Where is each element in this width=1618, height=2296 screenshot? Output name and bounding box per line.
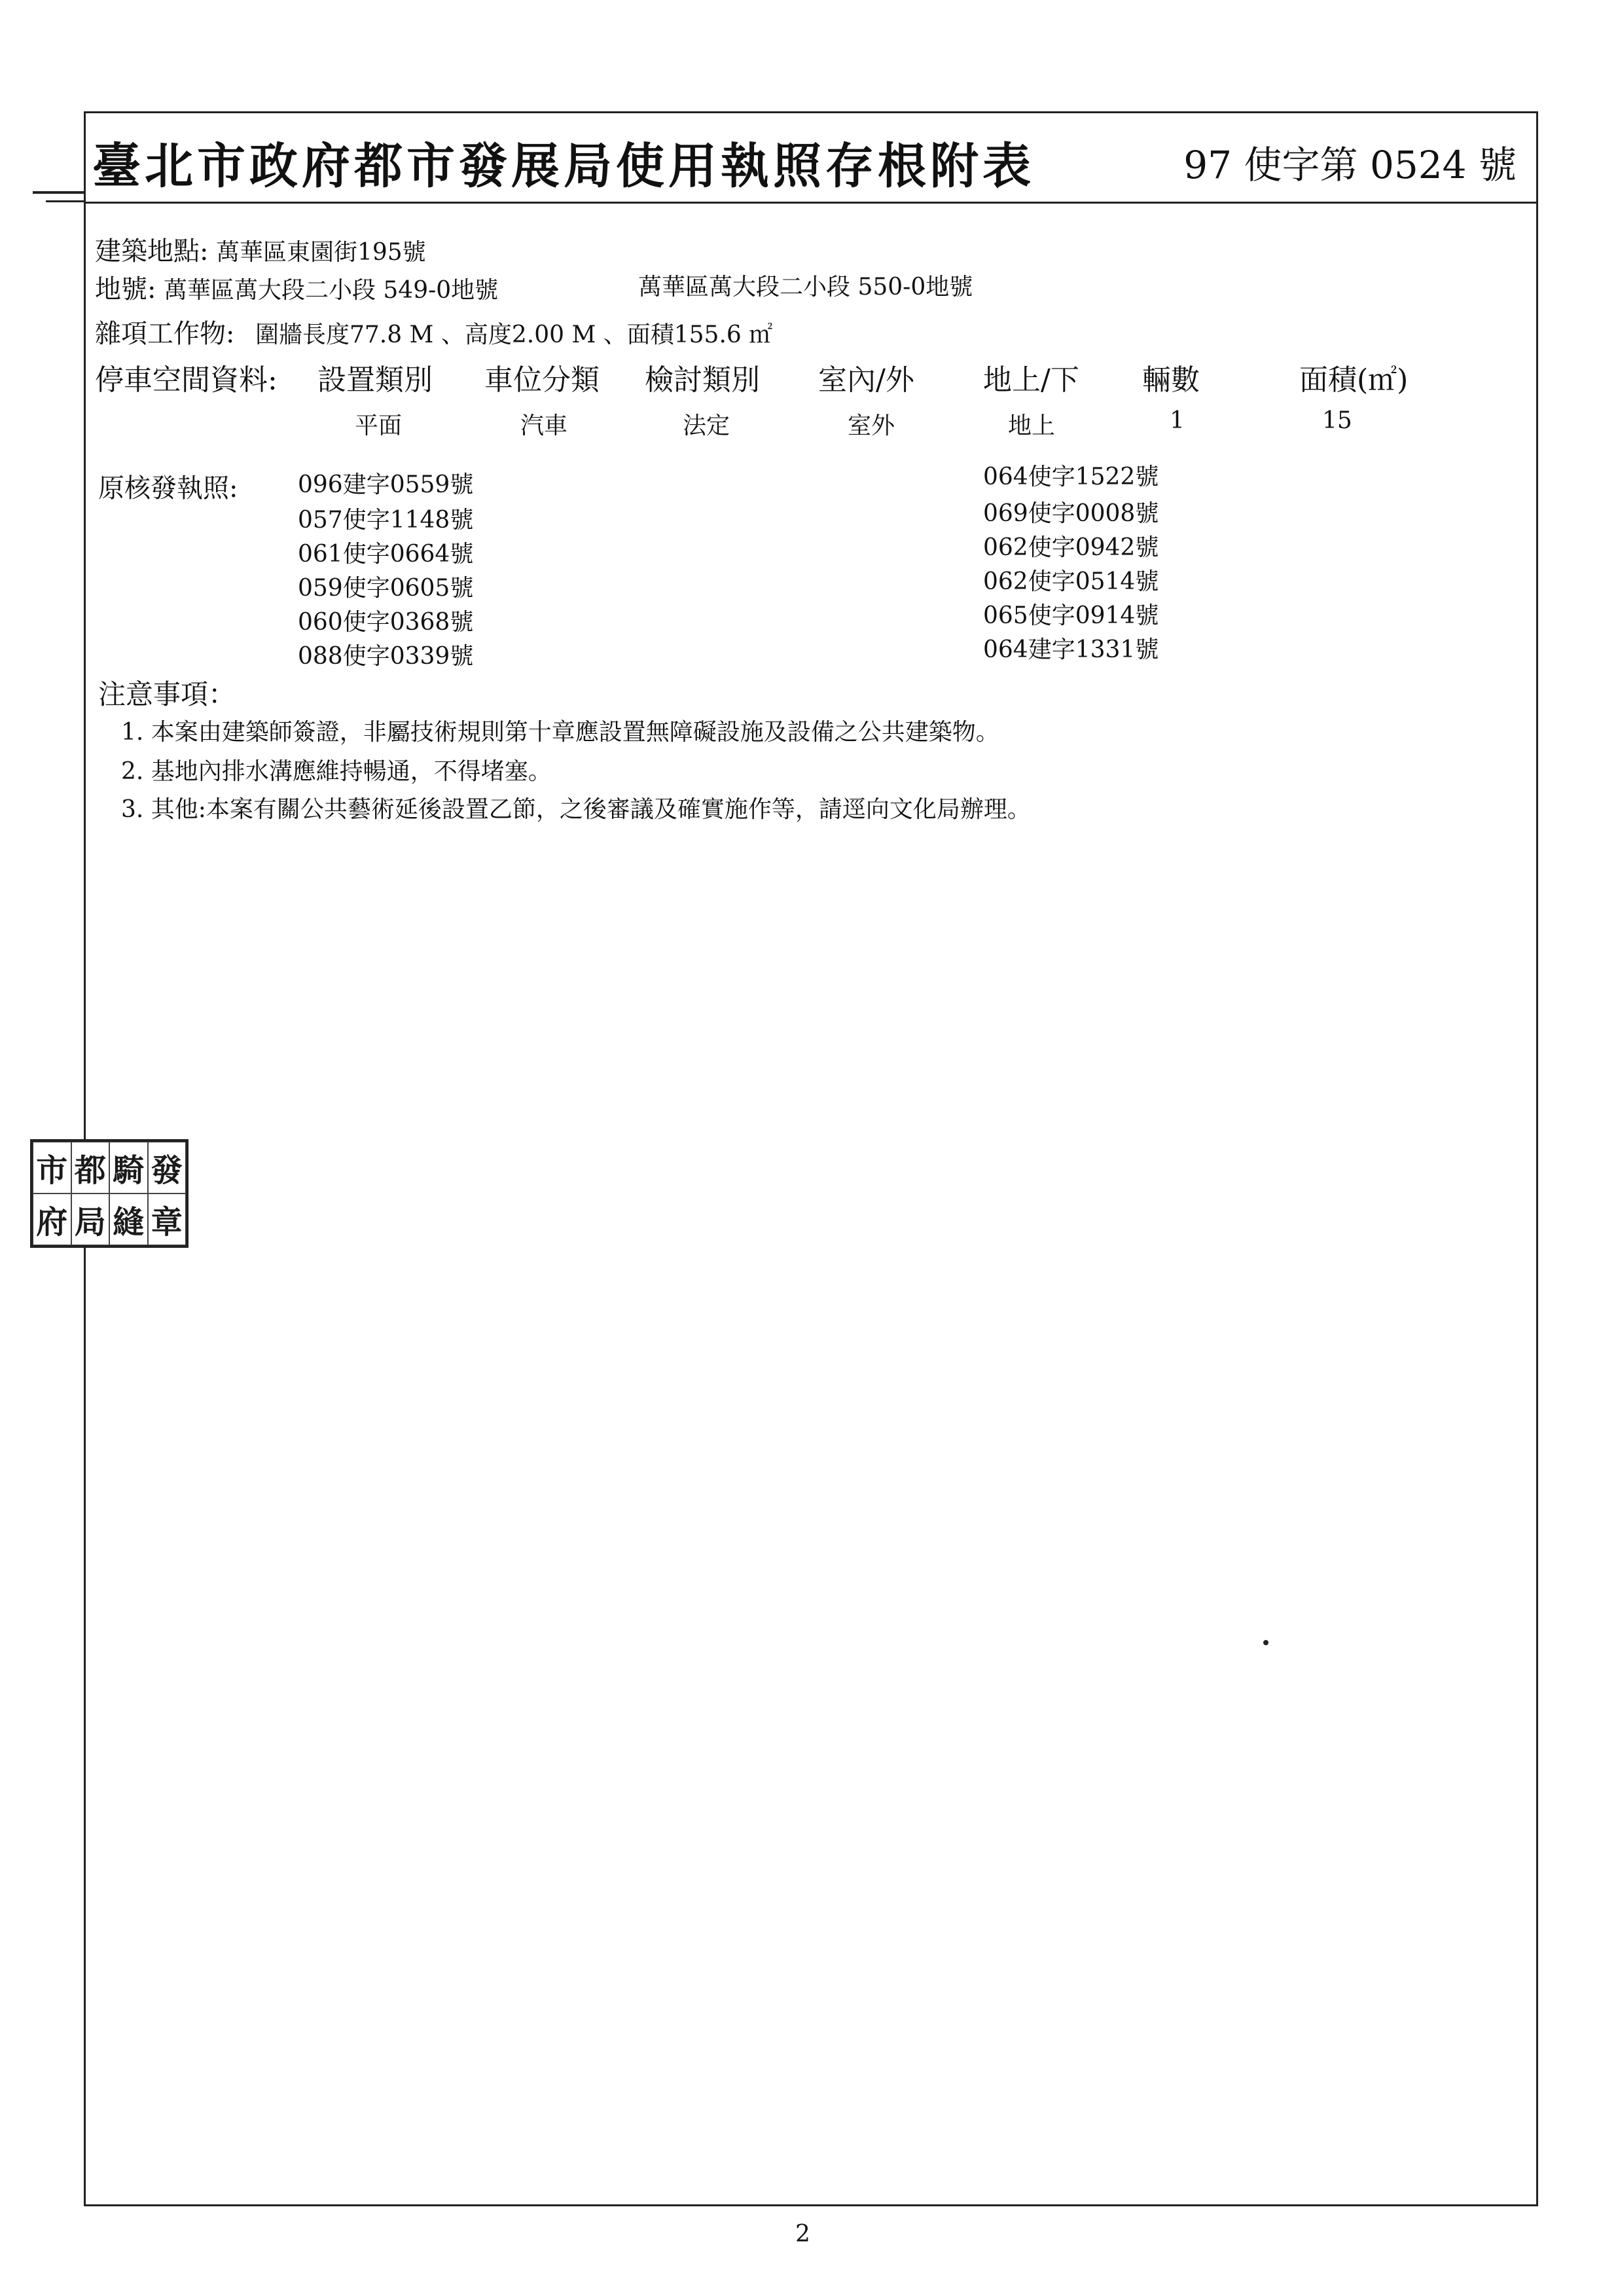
parking-header-review: 檢討類別 — [645, 363, 760, 397]
original-permit-right: 069使字0008號 — [983, 500, 1159, 527]
stamp-char: 縫 — [109, 1194, 148, 1245]
stamp-char: 府 — [33, 1194, 71, 1245]
original-permit-left: 061使字0664號 — [298, 541, 474, 568]
parking-header-level: 地上/下 — [983, 363, 1079, 397]
document-title: 臺北市政府都市發展局使用執照存根附表 — [92, 138, 1035, 194]
original-permit-right: 062使字0942號 — [983, 534, 1159, 561]
parking-value-indoor: 室外 — [848, 412, 895, 439]
misc-value: 圍牆長度77.8 M 、高度2.00 M 、面積155.6 ㎡ — [255, 321, 773, 348]
original-permit-right: 062使字0514號 — [983, 568, 1159, 595]
original-permit-left: 096建字0559號 — [298, 471, 474, 498]
original-permit-left: 060使字0368號 — [298, 609, 474, 636]
parking-value-level: 地上 — [1008, 412, 1056, 439]
original-permit-left: 059使字0605號 — [298, 575, 474, 602]
original-permit-right: 065使字0914號 — [983, 602, 1159, 629]
margin-mark-2 — [46, 200, 85, 202]
parking-header-indoor: 室內/外 — [818, 363, 914, 397]
misc-label: 雜項工作物: — [95, 319, 235, 349]
scan-speck — [1263, 1640, 1268, 1645]
parking-value-class: 汽車 — [520, 412, 568, 439]
parking-header-class: 車位分類 — [484, 363, 600, 397]
original-permit-right: 064使字1522號 — [983, 464, 1159, 490]
document-frame — [84, 111, 1538, 2206]
stamp-char: 發 — [148, 1142, 187, 1194]
original-permit-right: 064建字1331號 — [983, 636, 1159, 663]
margin-mark — [33, 191, 85, 194]
permit-number: 97 使字第 0524 號 — [1183, 143, 1517, 187]
page-number: 2 — [795, 2221, 810, 2248]
lot-label: 地號: — [95, 274, 156, 304]
original-permit-left: 088使字0339號 — [298, 643, 474, 670]
parking-header-area: 面積(㎡) — [1299, 363, 1409, 397]
lot-value-1: 萬華區萬大段二小段 549-0地號 — [163, 277, 499, 304]
stamp-char: 章 — [148, 1194, 187, 1245]
address-row — [95, 230, 426, 268]
address-value: 萬華區東園街195號 — [215, 239, 426, 266]
original-permit-left: 057使字1148號 — [298, 507, 474, 534]
original-permits-label: 原核發執照: — [98, 473, 238, 503]
parking-value-count: 1 — [1170, 407, 1185, 434]
stamp-char: 市 — [33, 1142, 71, 1194]
address-label: 建築地點: — [95, 236, 209, 266]
seal-stamp — [30, 1139, 189, 1248]
note-item-3: 3. 其他:本案有關公共藝術延後設置乙節，之後審議及確實施作等，請逕向文化局辦理。 — [121, 796, 1031, 823]
parking-value-area: 15 — [1322, 407, 1352, 434]
parking-value-type: 平面 — [355, 412, 403, 439]
stamp-char: 騎 — [109, 1142, 148, 1194]
misc-row — [95, 313, 772, 350]
notes-title: 注意事項： — [98, 678, 236, 710]
lot-value-2: 萬華區萬大段二小段 550-0地號 — [638, 274, 973, 301]
parking-header-type: 設置類別 — [317, 363, 433, 397]
note-item-1: 1. 本案由建築師簽證，非屬技術規則第十章應設置無障礙設施及設備之公共建築物。 — [121, 719, 999, 746]
lot-row — [95, 268, 498, 306]
stamp-char: 局 — [71, 1194, 110, 1245]
parking-label: 停車空間資料: — [95, 363, 278, 397]
parking-value-review: 法定 — [683, 412, 730, 439]
document-header — [86, 113, 1536, 204]
note-item-2: 2. 基地內排水溝應維持暢通，不得堵塞。 — [121, 758, 552, 785]
parking-header-count: 輛數 — [1142, 363, 1200, 397]
stamp-char: 都 — [71, 1142, 110, 1194]
